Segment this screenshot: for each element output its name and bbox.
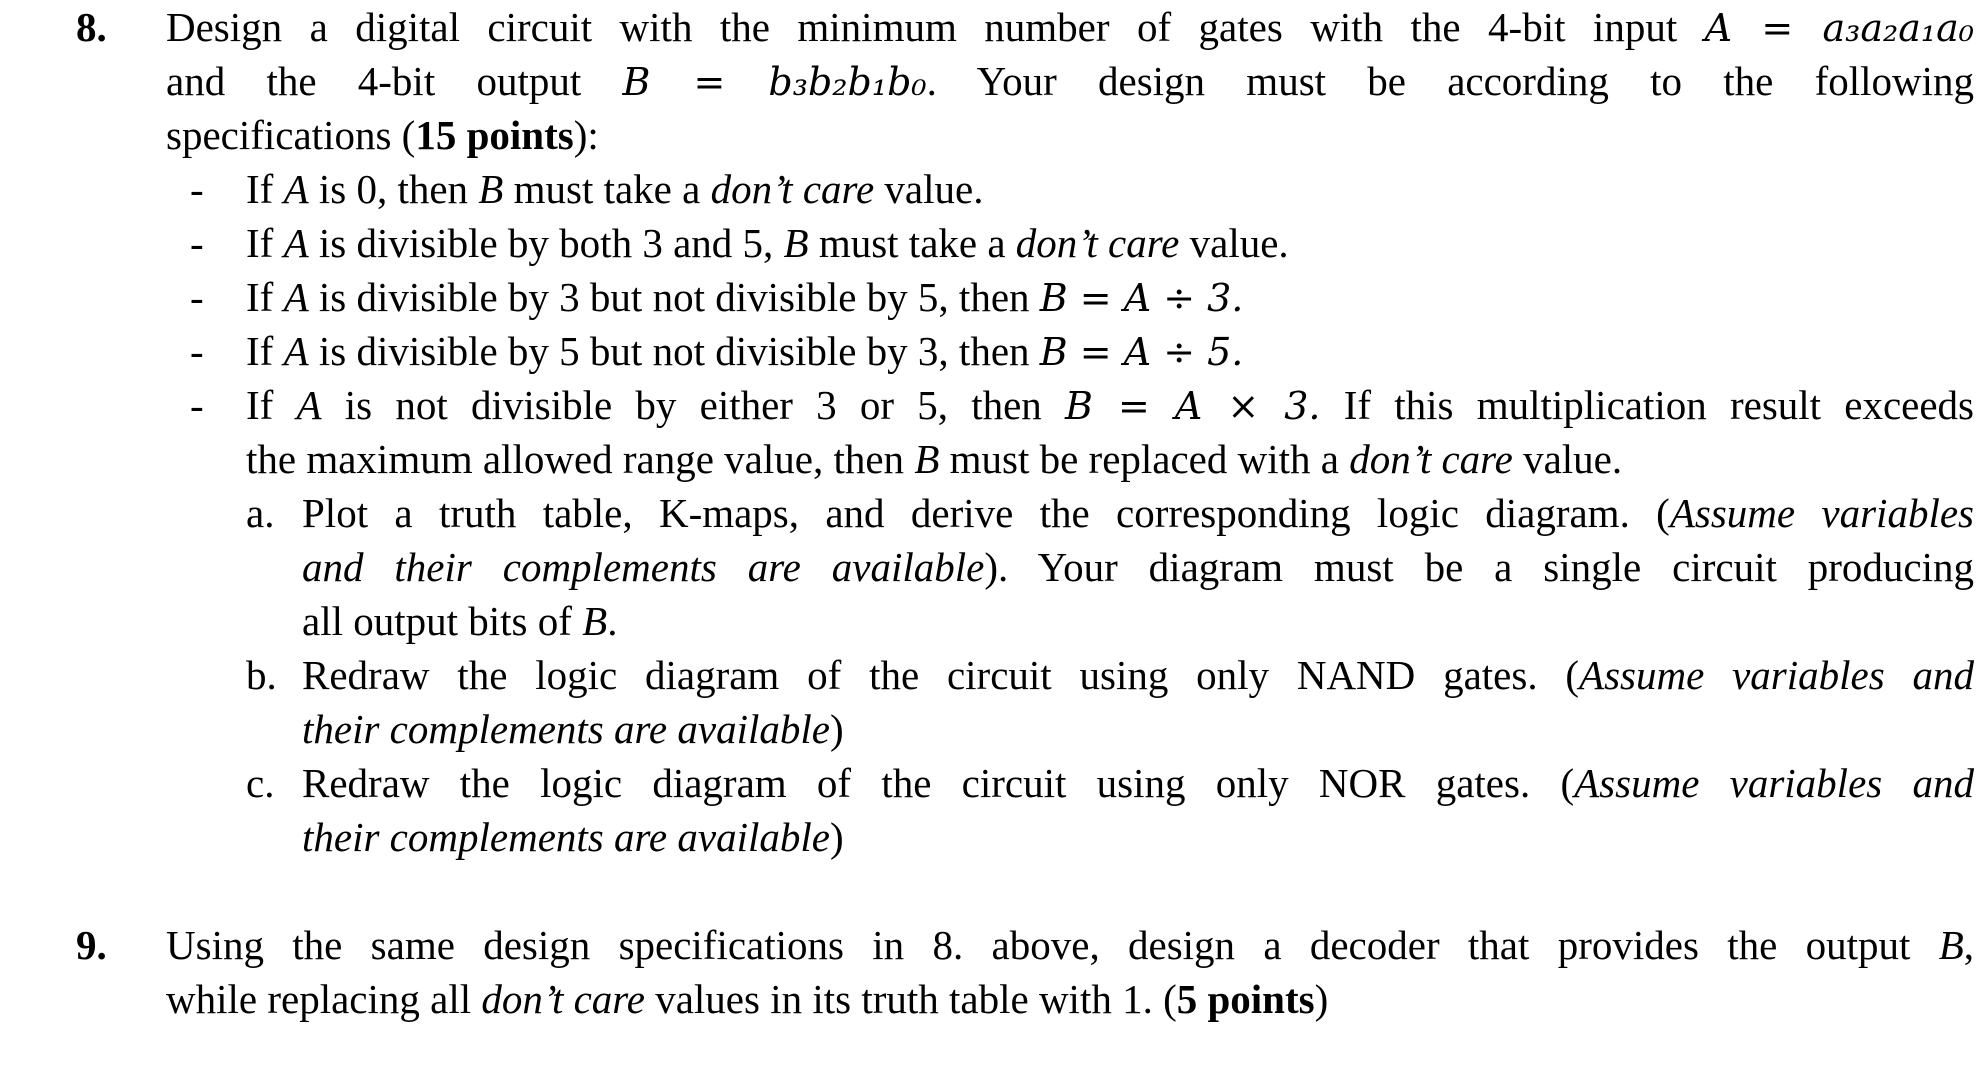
input-equation: A = a₃a₂a₁a₀ <box>1704 6 1975 50</box>
question-number: 9. <box>76 922 107 968</box>
output-equation: B = b₃b₂b₁b₀ <box>622 60 927 104</box>
question-9-text: Using the same design specifications in 8. above, design a decoder that provides the output B, while replacing all don’t care values in its truth table with 1. (5 points) <box>166 922 1974 1022</box>
points-label: 15 points <box>415 112 574 158</box>
intro-line-2: and the 4-bit output B = b₃b₂b₁b₀. Your design must be according to the following <box>166 58 1974 104</box>
points-label: 5 points <box>1176 976 1315 1022</box>
intro-line-1: Design a digital circuit with the minimum number of gates with the 4-bit input A = a₃a₂a₁a₀ <box>166 4 1975 50</box>
question-8-intro <box>166 0 1974 162</box>
document-page: 8. Design a digital circuit with the minimum number of gates with the 4-bit input A = a₃a₂a₁a₀ and the 4-bit output B = b₃b₂b₁b₀. Your design must be according to the following specifications (15 points): - If A is 0, then B must take a don’t care value. - If A is divisible by both 3 and 5, B must take a don’t care value. - If A is divisible by 3 but not divisible by 5, then B = A ÷ 3. - If A is divisible by 5 but not divisible by 3, then B = A ÷ 5. - If A is not divisible by either 3 or 5, then B = A × 3. If this multiplication result exceeds the maximum allowed range value, then B must be replaced with a don’t care value. a. Plot a truth table, K-maps, and derive the corresponding logic diagram. (Assume variables and their complements are available). Your diagram must be a single circuit producing all output bits of B. b. Redraw the logic diagram of the circuit using only NAND gates. (Assume variables and their complements are available) c. Redraw the logic diagram of the circuit using only NOR gates. (Assume variables and their complements are available) 9. Using the same design specifications in 8. above, design a decoder that provides the output B, while replacing all don’t care values in its truth table with 1. (5 points) <box>0 0 1978 1066</box>
division-equation: B = A ÷ 3. <box>1039 276 1244 320</box>
intro-line-3: specifications (15 points): <box>166 112 599 158</box>
multiplication-equation: B = A × 3. <box>1065 384 1321 428</box>
division-equation: B = A ÷ 5. <box>1039 330 1244 374</box>
question-number: 8. <box>76 4 107 50</box>
